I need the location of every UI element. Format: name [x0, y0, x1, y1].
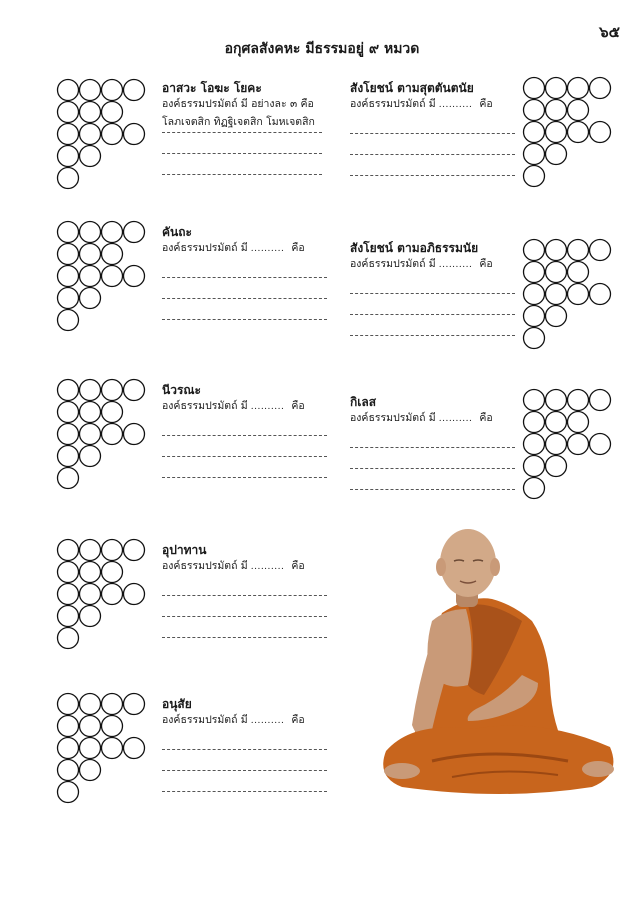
section-suffix: คือ	[479, 258, 493, 270]
answer-bubble[interactable]	[58, 310, 79, 331]
answer-bubble[interactable]	[524, 306, 545, 327]
answer-bubble[interactable]	[58, 80, 79, 101]
answer-bubble[interactable]	[80, 266, 101, 287]
section-dots: ..........	[438, 100, 473, 110]
answer-bubble[interactable]	[524, 284, 545, 305]
section-suffix: คือ	[291, 400, 305, 412]
section-dots: ..........	[438, 414, 473, 424]
answer-bubble[interactable]	[80, 738, 101, 759]
answer-line[interactable]	[350, 294, 515, 315]
section-line	[162, 558, 327, 575]
page-number: ๖๕	[599, 23, 620, 41]
answer-bubble[interactable]	[58, 424, 79, 445]
left-ear	[436, 558, 446, 576]
answer-line[interactable]	[162, 278, 327, 299]
answer-bubble[interactable]	[590, 240, 611, 261]
answer-bubble[interactable]	[80, 124, 101, 145]
circle-grid-6	[522, 76, 616, 188]
answer-line[interactable]	[350, 113, 515, 134]
answer-bubble[interactable]	[102, 266, 123, 287]
section-samyojana-suttanta	[350, 80, 515, 176]
right-ear	[490, 558, 500, 576]
section-kilesa	[350, 394, 515, 490]
crossed-legs	[383, 726, 613, 794]
monk-photo	[372, 525, 628, 805]
answer-bubble[interactable]	[58, 146, 79, 167]
answer-bubble[interactable]	[546, 144, 567, 165]
section-line	[162, 240, 327, 257]
answer-bubble[interactable]	[58, 102, 79, 123]
answer-bubble[interactable]	[568, 100, 589, 121]
answer-bubble[interactable]	[568, 412, 589, 433]
answer-bubble[interactable]	[124, 584, 145, 605]
section-prefix: องค์ธรรมปรมัตถ์ มี	[162, 560, 248, 572]
left-foot	[384, 763, 420, 779]
circle-grid-8	[522, 388, 616, 500]
answer-bubble[interactable]	[124, 124, 145, 145]
answer-bubble[interactable]	[80, 380, 101, 401]
section-prefix: องค์ธรรมปรมัตถ์ มี	[162, 242, 248, 254]
answer-line[interactable]	[162, 299, 327, 320]
answer-line[interactable]	[162, 257, 327, 278]
answer-bubble[interactable]	[58, 562, 79, 583]
head	[440, 529, 496, 597]
circle-grid-4	[56, 538, 150, 650]
section-dots: ..........	[250, 244, 285, 254]
answer-bubble[interactable]	[590, 78, 611, 99]
answer-bubble[interactable]	[80, 446, 101, 467]
answer-line[interactable]	[350, 315, 515, 336]
section-suffix: คือ	[479, 98, 493, 110]
answer-bubble[interactable]	[102, 716, 123, 737]
answer-bubble[interactable]	[102, 222, 123, 243]
answer-bubble[interactable]	[102, 380, 123, 401]
answer-bubble[interactable]	[58, 782, 79, 803]
answer-bubble[interactable]	[80, 402, 101, 423]
answer-bubble[interactable]	[58, 540, 79, 561]
answer-bubble[interactable]	[524, 122, 545, 143]
answer-bubble[interactable]	[546, 434, 567, 455]
answer-bubble[interactable]	[80, 760, 101, 781]
answer-bubble[interactable]	[58, 468, 79, 489]
answer-bubble[interactable]	[524, 412, 545, 433]
answer-bubble[interactable]	[80, 222, 101, 243]
answer-line[interactable]	[350, 134, 515, 155]
answer-bubble[interactable]	[546, 122, 567, 143]
section-prefix: องค์ธรรมปรมัตถ์ มี	[350, 412, 436, 424]
answer-bubble[interactable]	[524, 456, 545, 477]
answer-line[interactable]	[350, 273, 515, 294]
answer-bubble[interactable]	[58, 446, 79, 467]
answer-bubble[interactable]	[80, 288, 101, 309]
answer-bubble[interactable]	[524, 144, 545, 165]
answer-bubble[interactable]	[546, 78, 567, 99]
answer-bubble[interactable]	[58, 244, 79, 265]
answer-bubble[interactable]	[80, 584, 101, 605]
answer-bubble[interactable]	[524, 434, 545, 455]
answer-bubble[interactable]	[590, 434, 611, 455]
section-suffix: คือ	[479, 412, 493, 424]
answer-text: โลภเจตสิก ทิฏฐิเจตสิก โมหเจตสิก	[162, 116, 315, 128]
answer-line[interactable]	[162, 457, 327, 478]
answer-line[interactable]	[162, 133, 322, 154]
answer-bubble[interactable]	[58, 584, 79, 605]
section-prefix: องค์ธรรมปรมัตถ์ มี	[350, 258, 436, 270]
answer-bubble[interactable]	[80, 716, 101, 737]
answer-bubble[interactable]	[524, 390, 545, 411]
section-prefix: องค์ธรรมปรมัตถ์ มี	[162, 400, 248, 412]
answer-bubble[interactable]	[80, 424, 101, 445]
answer-bubble[interactable]	[58, 628, 79, 649]
answer-bubble[interactable]	[58, 222, 79, 243]
section-prefix: องค์ธรรมปรมัตถ์ มี	[162, 714, 248, 726]
answer-bubble[interactable]	[568, 262, 589, 283]
answer-bubble[interactable]	[546, 262, 567, 283]
section-gantha	[162, 224, 327, 320]
answer-bubble[interactable]	[102, 424, 123, 445]
answer-bubble[interactable]	[590, 122, 611, 143]
answer-bubble[interactable]	[546, 306, 567, 327]
answer-bubble[interactable]	[102, 540, 123, 561]
answer-bubble[interactable]	[568, 284, 589, 305]
section-suffix: คือ	[291, 242, 305, 254]
answer-bubble[interactable]	[568, 434, 589, 455]
circle-grid-3	[56, 378, 150, 490]
answer-bubble[interactable]	[58, 716, 79, 737]
section-dots: ..........	[438, 260, 473, 270]
answer-bubble[interactable]	[524, 240, 545, 261]
answer-bubble[interactable]	[58, 266, 79, 287]
answer-line[interactable]	[350, 469, 515, 490]
circle-grid-7	[522, 238, 616, 350]
answer-bubble[interactable]	[80, 102, 101, 123]
answer-bubble[interactable]	[124, 380, 145, 401]
answer-line[interactable]	[162, 750, 327, 771]
answer-bubble[interactable]	[58, 402, 79, 423]
section-asava	[162, 80, 322, 175]
answer-line[interactable]	[162, 771, 327, 792]
section-anusaya	[162, 696, 327, 792]
section-dots: ..........	[250, 716, 285, 726]
section-line: องค์ธรรมปรมัตถ์ มี อย่างละ ๓ คือ	[162, 98, 314, 110]
page-title: อกุศลสังคหะ มีธรรมอยู่ ๙ หมวด	[224, 41, 420, 57]
section-title: อนุสัย	[162, 697, 192, 711]
answer-bubble[interactable]	[102, 694, 123, 715]
section-dots: ..........	[250, 402, 285, 412]
section-prefix: องค์ธรรมปรมัตถ์ มี	[350, 98, 436, 110]
section-line	[350, 256, 515, 273]
answer-line[interactable]	[162, 617, 327, 638]
answer-bubble[interactable]	[524, 478, 545, 499]
section-title: สังโยชน์ ตามสุตตันตนัย	[350, 81, 474, 95]
section-line	[350, 410, 515, 427]
answer-bubble[interactable]	[58, 694, 79, 715]
answer-bubble[interactable]	[568, 390, 589, 411]
answer-bubble[interactable]	[80, 540, 101, 561]
answer-bubble[interactable]	[102, 738, 123, 759]
answer-bubble[interactable]	[124, 222, 145, 243]
answer-bubble[interactable]	[58, 738, 79, 759]
answer-bubble[interactable]	[58, 760, 79, 781]
section-title: สังโยชน์ ตามอภิธรรมนัย	[350, 241, 479, 255]
section-samyojana-abhidhamma	[350, 240, 515, 336]
answer-bubble[interactable]	[58, 288, 79, 309]
answer-bubble[interactable]	[102, 244, 123, 265]
section-title: อาสวะ โอฆะ โยคะ	[162, 81, 262, 95]
answer-line[interactable]	[162, 436, 327, 457]
answer-bubble[interactable]	[124, 266, 145, 287]
circle-grid-1	[56, 78, 150, 190]
answer-line[interactable]	[350, 155, 515, 176]
answer-bubble[interactable]	[546, 456, 567, 477]
answer-bubble[interactable]	[124, 80, 145, 101]
answer-bubble[interactable]	[568, 122, 589, 143]
right-foot	[582, 761, 614, 777]
answer-line[interactable]	[162, 596, 327, 617]
section-upadana	[162, 542, 327, 638]
answer-bubble[interactable]	[102, 80, 123, 101]
answer-bubble[interactable]	[80, 146, 101, 167]
section-title: คันถะ	[162, 225, 192, 239]
answer-bubble[interactable]	[80, 694, 101, 715]
section-suffix: คือ	[291, 714, 305, 726]
answer-bubble[interactable]	[546, 100, 567, 121]
section-line	[162, 398, 327, 415]
answer-bubble[interactable]	[124, 694, 145, 715]
section-line	[162, 712, 327, 729]
answer-line[interactable]	[162, 575, 327, 596]
answer-bubble[interactable]	[524, 100, 545, 121]
answer-bubble[interactable]	[524, 78, 545, 99]
answer-line[interactable]	[350, 448, 515, 469]
answer-bubble[interactable]	[546, 284, 567, 305]
answer-bubble[interactable]	[58, 380, 79, 401]
answer-bubble[interactable]	[102, 562, 123, 583]
answer-bubble[interactable]	[590, 390, 611, 411]
answer-bubble[interactable]	[102, 124, 123, 145]
section-title: อุปาทาน	[162, 543, 207, 557]
answer-bubble[interactable]	[546, 412, 567, 433]
answer-bubble[interactable]	[568, 78, 589, 99]
answer-bubble[interactable]	[102, 102, 123, 123]
answer-bubble[interactable]	[102, 402, 123, 423]
answer-line[interactable]	[162, 154, 322, 175]
section-title: กิเลส	[350, 395, 377, 409]
answer-bubble[interactable]	[524, 166, 545, 187]
answer-line[interactable]	[162, 729, 327, 750]
answer-bubble[interactable]	[58, 606, 79, 627]
section-line	[350, 96, 515, 113]
answer-bubble[interactable]	[546, 240, 567, 261]
answer-bubble[interactable]	[102, 584, 123, 605]
answer-bubble[interactable]	[124, 738, 145, 759]
section-nivarana	[162, 382, 327, 478]
answer-bubble[interactable]	[58, 124, 79, 145]
answer-bubble[interactable]	[546, 390, 567, 411]
answer-bubble[interactable]	[58, 168, 79, 189]
answer-bubble[interactable]	[590, 284, 611, 305]
section-title: นีวรณะ	[162, 383, 201, 397]
answer-bubble[interactable]	[124, 540, 145, 561]
answer-line[interactable]	[350, 427, 515, 448]
answer-line[interactable]	[162, 415, 327, 436]
answer-bubble[interactable]	[80, 606, 101, 627]
answer-bubble[interactable]	[524, 262, 545, 283]
answer-bubble[interactable]	[80, 562, 101, 583]
section-suffix: คือ	[291, 560, 305, 572]
answer-bubble[interactable]	[124, 424, 145, 445]
answer-line[interactable]	[162, 112, 322, 133]
section-dots: ..........	[250, 562, 285, 572]
circle-grid-2	[56, 220, 150, 332]
answer-bubble[interactable]	[80, 244, 101, 265]
answer-bubble[interactable]	[568, 240, 589, 261]
answer-bubble[interactable]	[80, 80, 101, 101]
circle-grid-5	[56, 692, 150, 804]
answer-bubble[interactable]	[524, 328, 545, 349]
